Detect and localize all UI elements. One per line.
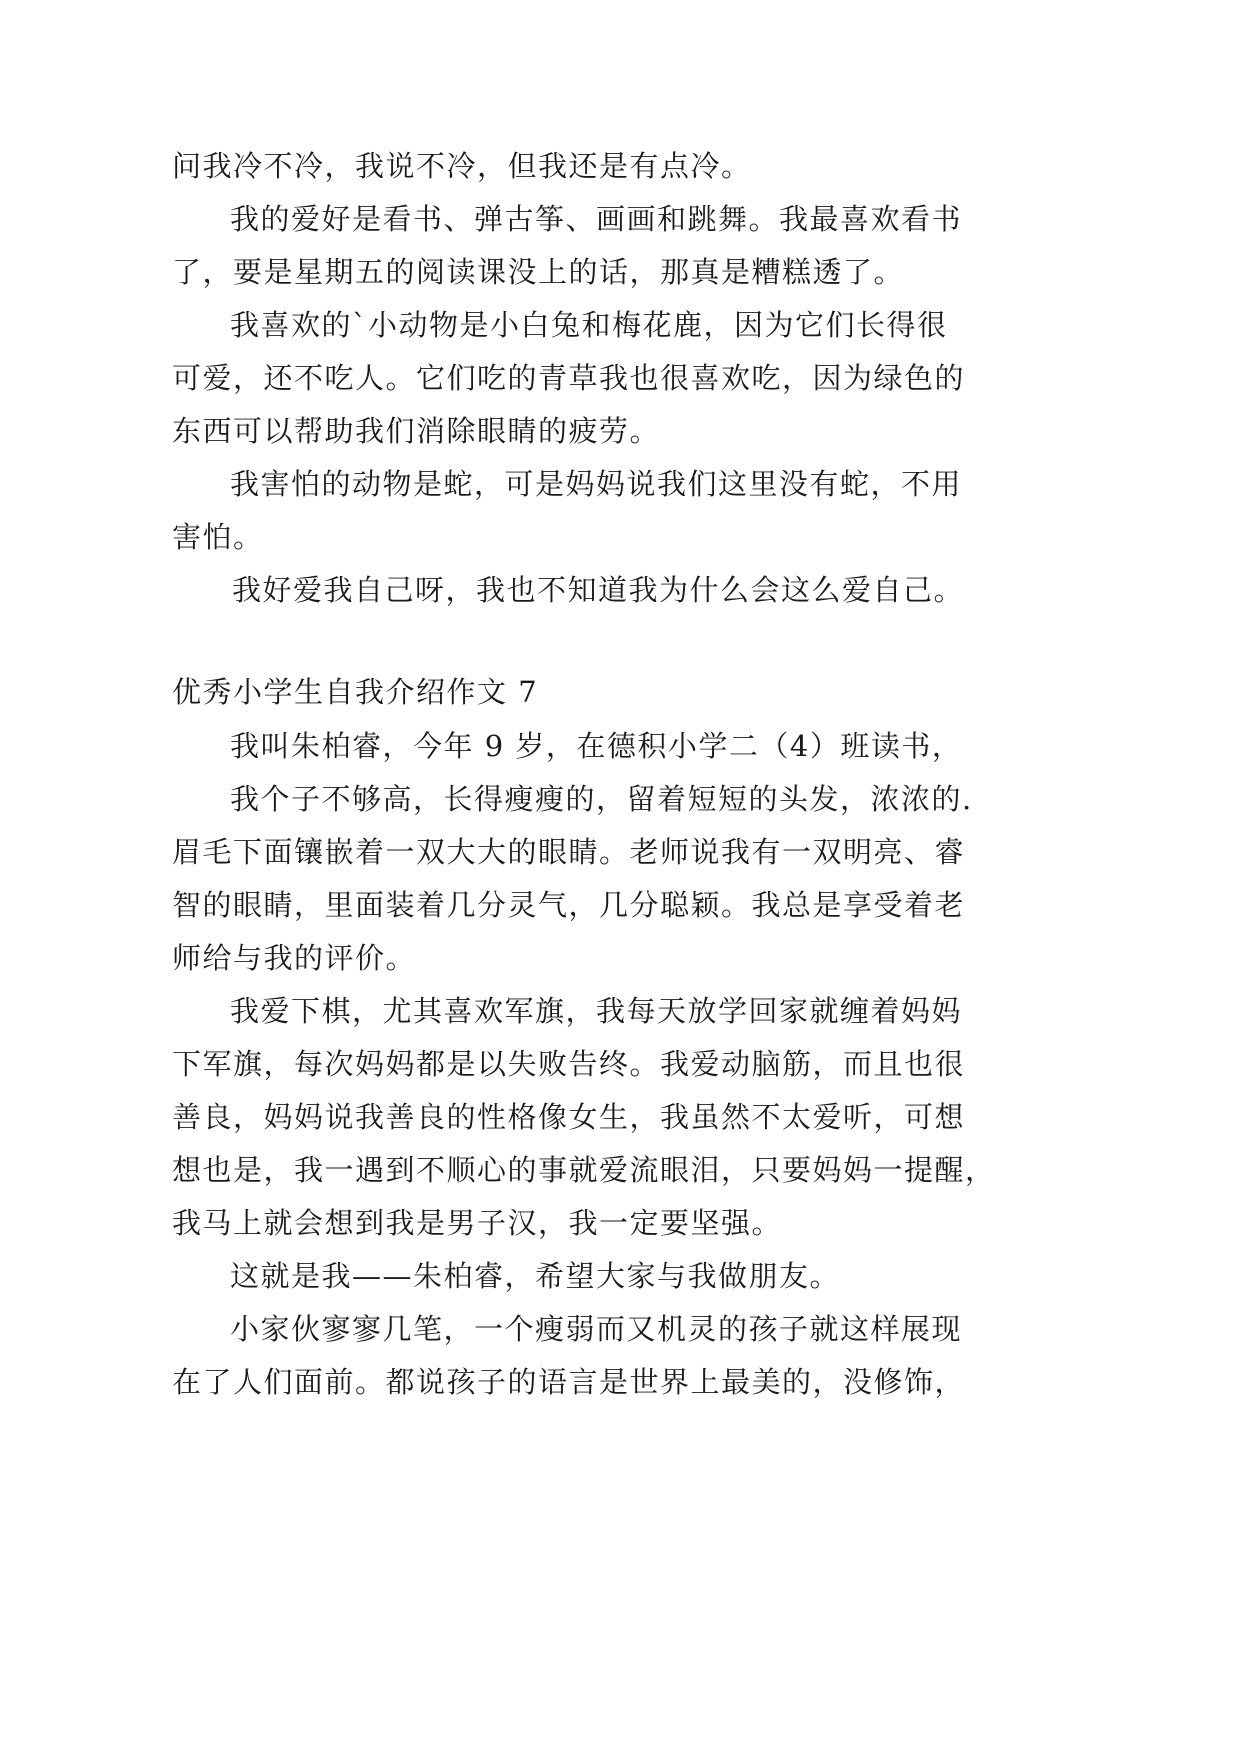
paragraph-line: 这就是我——朱柏睿，希望大家与我做朋友。 (230, 1259, 841, 1293)
text-line: 害怕。 (172, 520, 264, 554)
text-line: 师给与我的评价。 (172, 941, 417, 975)
paragraph-line: 我的爱好是看书、弹古筝、画画和跳舞。我最喜欢看书 (230, 202, 963, 236)
paragraph-line: 我喜欢的`小动物是小白兔和梅花鹿，因为它们长得很 (230, 308, 948, 342)
paragraph-line: 小家伙寥寥几笔，一个瘦弱而又机灵的孩子就这样展现 (230, 1312, 963, 1346)
text-line: 善良，妈妈说我善良的性格像女生，我虽然不太爱听，可想 (172, 1100, 966, 1134)
text-line: 下军旗，每次妈妈都是以失败告终。我爱动脑筋，而且也很 (172, 1047, 966, 1081)
text-line: 我马上就会想到我是男子汉，我一定要坚强。 (172, 1206, 783, 1240)
paragraph-line: 我好爱我自己呀，我也不知道我为什么会这么爱自己。 (232, 573, 965, 607)
section-heading: 优秀小学生自我介绍作文 7 (172, 675, 539, 709)
text-line: 在了人们面前。都说孩子的语言是世界上最美的，没修饰， (172, 1365, 966, 1399)
paragraph-line: 我叫朱柏睿，今年 9 岁，在德积小学二（4）班读书， (230, 729, 963, 763)
text-line: 想也是，我一遇到不顺心的事就爱流眼泪，只要妈妈一提醒， (172, 1153, 996, 1187)
text-line: 眉毛下面镶嵌着一双大大的眼睛。老师说我有一双明亮、睿 (172, 835, 966, 869)
paragraph-line: 我个子不够高，长得瘦瘦的，留着短短的头发，浓浓的. (230, 782, 973, 816)
paragraph-line: 我害怕的动物是蛇，可是妈妈说我们这里没有蛇，不用 (230, 467, 963, 501)
paragraph-line: 我爱下棋，尤其喜欢军旗，我每天放学回家就缠着妈妈 (230, 994, 963, 1028)
text-line: 可爱，还不吃人。它们吃的青草我也很喜欢吃，因为绿色的 (172, 361, 966, 395)
text-line: 智的眼睛，里面装着几分灵气，几分聪颖。我总是享受着老 (172, 888, 966, 922)
text-line: 问我冷不冷，我说不冷，但我还是有点冷。 (172, 149, 752, 183)
text-line: 了，要是星期五的阅读课没上的话，那真是糟糕透了。 (172, 255, 905, 289)
text-line: 东西可以帮助我们消除眼睛的疲劳。 (172, 414, 661, 448)
